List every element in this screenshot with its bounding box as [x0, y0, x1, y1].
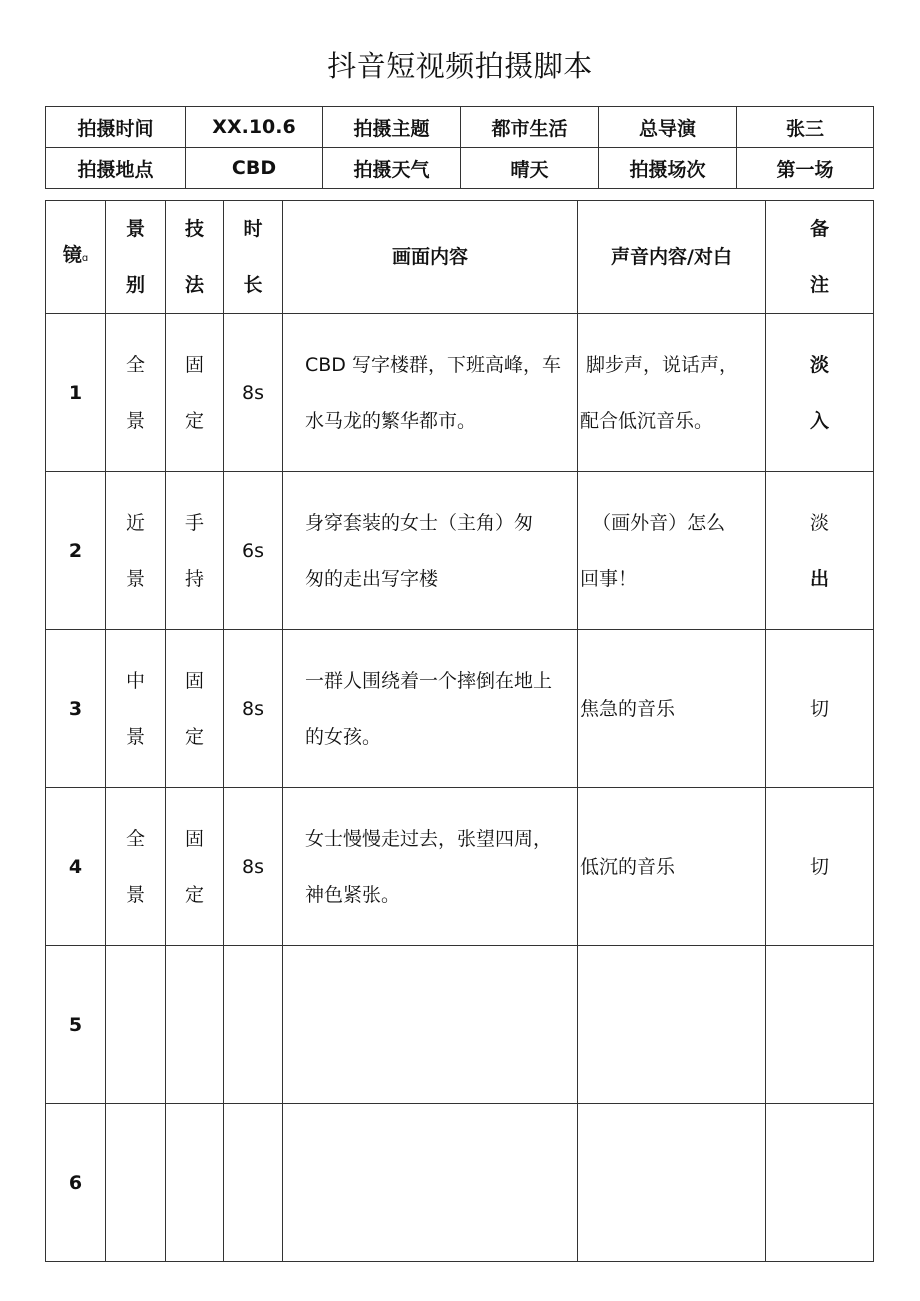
- technique-cell: [166, 1104, 224, 1262]
- visual-cell: 一群人围绕着一个摔倒在地上 的女孩。: [283, 630, 578, 788]
- info-label-session: 拍摄场次: [599, 148, 737, 189]
- technique-cell: 手 持: [166, 472, 224, 630]
- duration-cell: [224, 946, 283, 1104]
- audio-cell: 低沉的音乐: [578, 788, 766, 946]
- note-cell: [766, 946, 874, 1104]
- shot-number: 4: [46, 788, 106, 946]
- shot-number: 6: [46, 1104, 106, 1262]
- scene-cell: 中 景: [106, 630, 166, 788]
- info-value-theme: 都市生活: [461, 107, 599, 148]
- visual-cell: CBD 写字楼群，下班高峰，车 水马龙的繁华都市。: [283, 314, 578, 472]
- shot-number: 1: [46, 314, 106, 472]
- scene-cell: 近 景: [106, 472, 166, 630]
- info-label-director: 总导演: [599, 107, 737, 148]
- header-shot: 镜ɑ: [46, 201, 106, 314]
- shot-number: 2: [46, 472, 106, 630]
- info-value-session: 第一场: [737, 148, 874, 189]
- audio-cell: （画外音）怎么 回事！: [578, 472, 766, 630]
- audio-cell: [578, 946, 766, 1104]
- note-cell: 切: [766, 630, 874, 788]
- info-value-weather: 晴天: [461, 148, 599, 189]
- duration-cell: 8s: [224, 314, 283, 472]
- info-table: [45, 106, 874, 189]
- visual-cell: [283, 946, 578, 1104]
- visual-cell: [283, 1104, 578, 1262]
- visual-cell: 女士慢慢走过去，张望四周， 神色紧张。: [283, 788, 578, 946]
- shot-table: [45, 200, 874, 1262]
- header-row: [46, 201, 874, 314]
- table-row: [46, 946, 874, 1104]
- scene-cell: [106, 1104, 166, 1262]
- header-scene: 景 别: [106, 201, 166, 314]
- technique-cell: 固 定: [166, 314, 224, 472]
- note-cell: 淡 出: [766, 472, 874, 630]
- duration-cell: 8s: [224, 788, 283, 946]
- header-duration: 时 长: [224, 201, 283, 314]
- note-cell: [766, 1104, 874, 1262]
- audio-cell: 焦急的音乐: [578, 630, 766, 788]
- table-row: [46, 788, 874, 946]
- info-label-theme: 拍摄主题: [323, 107, 461, 148]
- shot-number: 5: [46, 946, 106, 1104]
- note-cell: 淡 入: [766, 314, 874, 472]
- info-value-location: CBD: [186, 148, 323, 189]
- info-label-location: 拍摄地点: [46, 148, 186, 189]
- table-row: [46, 630, 874, 788]
- note-cell: 切: [766, 788, 874, 946]
- page-title: 抖音短视频拍摄脚本: [327, 49, 593, 83]
- visual-cell: 身穿套装的女士（主角）匆 匆的走出写字楼: [283, 472, 578, 630]
- header-note: 备 注: [766, 201, 874, 314]
- scene-cell: [106, 946, 166, 1104]
- table-row: [46, 314, 874, 472]
- info-label-time: 拍摄时间: [46, 107, 186, 148]
- table-row: [46, 472, 874, 630]
- header-technique: 技 法: [166, 201, 224, 314]
- header-visual: 画面内容: [283, 201, 578, 314]
- info-value-time: XX.10.6: [186, 107, 323, 148]
- scene-cell: 全 景: [106, 314, 166, 472]
- info-label-weather: 拍摄天气: [323, 148, 461, 189]
- audio-cell: 脚步声，说话声， 配合低沉音乐。: [578, 314, 766, 472]
- info-value-director: 张三: [737, 107, 874, 148]
- technique-cell: 固 定: [166, 630, 224, 788]
- info-row: [46, 107, 874, 148]
- duration-cell: 8s: [224, 630, 283, 788]
- technique-cell: [166, 946, 224, 1104]
- table-row: [46, 1104, 874, 1262]
- technique-cell: 固 定: [166, 788, 224, 946]
- scene-cell: 全 景: [106, 788, 166, 946]
- duration-cell: 6s: [224, 472, 283, 630]
- duration-cell: [224, 1104, 283, 1262]
- header-audio: 声音内容/对白: [578, 201, 766, 314]
- shot-number: 3: [46, 630, 106, 788]
- info-row: [46, 148, 874, 189]
- audio-cell: [578, 1104, 766, 1262]
